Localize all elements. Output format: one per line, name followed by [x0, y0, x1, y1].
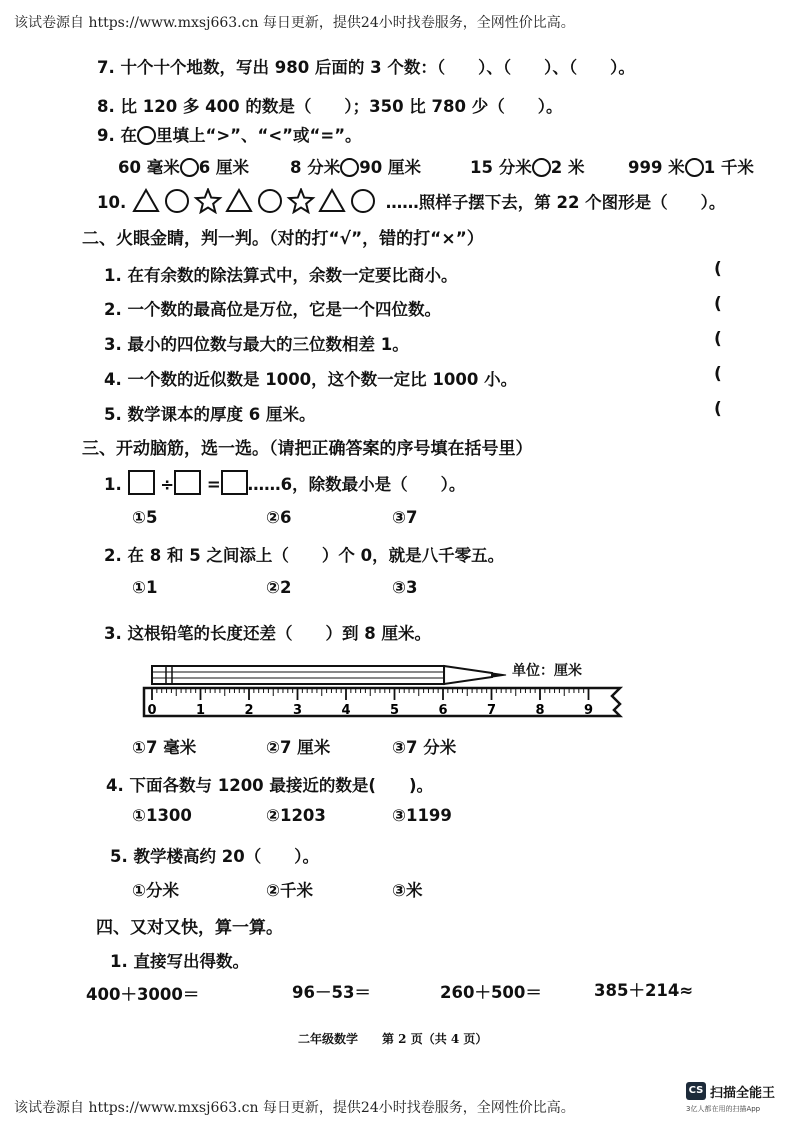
judge-item-1: 1. 在有余数的除法算式中，余数一定要比商小。	[104, 266, 458, 285]
compare-circle-icon	[180, 158, 199, 177]
section-2-title: 二、火眼金睛，判一判。（对的打“√”，错的打“×”）	[82, 229, 484, 249]
compare-right: 1 千米	[703, 158, 754, 177]
question-10-number: 10.	[97, 193, 127, 212]
pencil-wood	[444, 666, 492, 684]
ruler-unit-label: 单位：厘米	[512, 663, 583, 679]
compare-item-4	[628, 154, 754, 178]
question-10-text: ……照样子摆下去，第 22 个图形是（ ）。	[385, 193, 726, 212]
ruler-figure	[130, 652, 630, 724]
answer-paren: (	[714, 329, 722, 349]
circle-shape-icon	[352, 190, 374, 212]
option-5b: ②千米	[266, 881, 313, 900]
answer-paren: (	[714, 259, 722, 279]
answer-paren: (	[714, 294, 722, 314]
option-3c: ③7 分米	[392, 738, 457, 757]
ruler-tick-label: 8	[535, 703, 545, 718]
triangle-shape-icon	[227, 190, 251, 211]
compare-item-3	[470, 154, 584, 178]
option-4c: ③1199	[392, 806, 452, 825]
option-4b: ②1203	[266, 806, 326, 825]
option-3b: ②7 厘米	[266, 738, 331, 757]
compare-circle-icon	[340, 158, 359, 177]
ruler-tick-label: 1	[195, 703, 206, 718]
expr-4: 385＋214≈	[594, 981, 694, 1000]
question-9-suffix: 里填上“>”、“<”或“=”。	[156, 126, 362, 145]
cs-logo-icon: CS	[686, 1082, 706, 1100]
source-header: 该试卷源自 https://www.mxsj663.cn 每日更新，提供24小时找卷服务，全网性价比高。	[14, 15, 575, 31]
shape-pattern	[132, 188, 380, 214]
compare-left: 999 米	[628, 158, 685, 177]
section-3-title: 三、开动脑筋，选一选。（请把正确答案的序号填在括号里）	[82, 439, 533, 459]
choice-question-5: 5. 教学楼高约 20（ ）。	[110, 847, 319, 866]
compare-right: 2 米	[550, 158, 585, 177]
page-footer: 二年级数学 第 2 页（共 4 页）	[298, 1032, 488, 1046]
compare-item-1	[118, 154, 249, 178]
triangle-shape-icon	[320, 190, 344, 211]
question-1-rest: ……6，除数最小是（ ）。	[247, 475, 466, 494]
compare-circle-icon	[532, 158, 551, 177]
choice-question-4: 4. 下面各数与 1200 最接近的数是( )。	[106, 776, 433, 795]
ruler-tick-label: 2	[244, 703, 254, 718]
choice-question-3: 3. 这根铅笔的长度还差（ ）到 8 厘米。	[104, 624, 431, 643]
compare-left: 8 分米	[290, 158, 341, 177]
option-5c: ③米	[392, 881, 423, 900]
expr-2: 96－53＝	[292, 983, 371, 1002]
judge-item-4: 4. 一个数的近似数是 1000，这个数一定比 1000 小。	[104, 370, 518, 389]
question-9	[97, 122, 362, 146]
option-3a: ①7 毫米	[132, 738, 197, 757]
ruler-tick-label: 7	[486, 703, 497, 718]
circle-shape-icon	[259, 190, 281, 212]
expr-3: 260＋500＝	[440, 983, 542, 1002]
ruler-tick-label: 4	[341, 703, 351, 718]
compare-left: 60 毫米	[118, 158, 180, 177]
blank-box-icon	[221, 470, 248, 495]
answer-circle-icon	[137, 126, 156, 145]
equal-sign: =	[206, 475, 221, 494]
compare-left: 15 分米	[470, 158, 532, 177]
judge-item-2: 2. 一个数的最高位是万位，它是一个四位数。	[104, 300, 441, 319]
divide-sign: ÷	[160, 475, 175, 494]
expr-1: 400＋3000＝	[86, 985, 200, 1004]
circle-shape-icon	[166, 190, 188, 212]
answer-paren: (	[714, 399, 722, 419]
choice-question-1	[104, 470, 465, 495]
option-2a: ①1	[132, 578, 158, 597]
question-7: 7. 十个十个地数，写出 980 后面的 3 个数：（ ）、（ ）、（ ）。	[97, 58, 635, 77]
judge-item-3: 3. 最小的四位数与最大的三位数相差 1。	[104, 335, 409, 354]
source-footer: 该试卷源自 https://www.mxsj663.cn 每日更新，提供24小时找卷服务，全网性价比高。	[14, 1100, 575, 1116]
compare-item-2	[290, 154, 421, 178]
cs-logo-name: 扫描全能王	[710, 1086, 776, 1101]
ruler-tick-label: 5	[389, 703, 400, 718]
option-1a: ①5	[132, 508, 158, 527]
cs-logo-tagline: 3亿人都在用的扫描App	[686, 1105, 761, 1113]
ruler-tick-label: 3	[292, 703, 303, 718]
question-8: 8. 比 120 多 400 的数是（ ）；350 比 780 少（ ）。	[97, 97, 563, 116]
section-4-title: 四、又对又快，算一算。	[96, 918, 283, 938]
question-9-prefix: 9. 在	[97, 126, 137, 145]
star-shape-icon	[196, 190, 220, 213]
ruler-tick-label: 9	[583, 703, 594, 718]
star-shape-icon	[289, 190, 313, 213]
choice-question-2: 2. 在 8 和 5 之间添上（ ）个 0，就是八千零五。	[104, 546, 505, 565]
option-1c: ③7	[392, 508, 418, 527]
option-1b: ②6	[266, 508, 292, 527]
compare-right: 90 厘米	[359, 158, 421, 177]
option-2c: ③3	[392, 578, 418, 597]
ruler-tick-label: 0	[147, 703, 157, 718]
question-number: 1.	[104, 475, 122, 494]
judge-item-5: 5. 数学课本的厚度 6 厘米。	[104, 405, 316, 424]
pencil	[152, 666, 506, 684]
question-10	[97, 188, 725, 214]
compare-circle-icon	[685, 158, 704, 177]
option-2b: ②2	[266, 578, 292, 597]
compare-right: 6 厘米	[198, 158, 249, 177]
option-5a: ①分米	[132, 881, 179, 900]
triangle-shape-icon	[134, 190, 158, 211]
answer-paren: (	[714, 364, 722, 384]
blank-box-icon	[174, 470, 201, 495]
pencil-tip	[492, 673, 506, 677]
blank-box-icon	[128, 470, 155, 495]
part4-sub1: 1. 直接写出得数。	[110, 952, 249, 971]
option-4a: ①1300	[132, 806, 192, 825]
ruler-tick-label: 6	[438, 703, 448, 718]
pencil-body	[152, 666, 444, 684]
